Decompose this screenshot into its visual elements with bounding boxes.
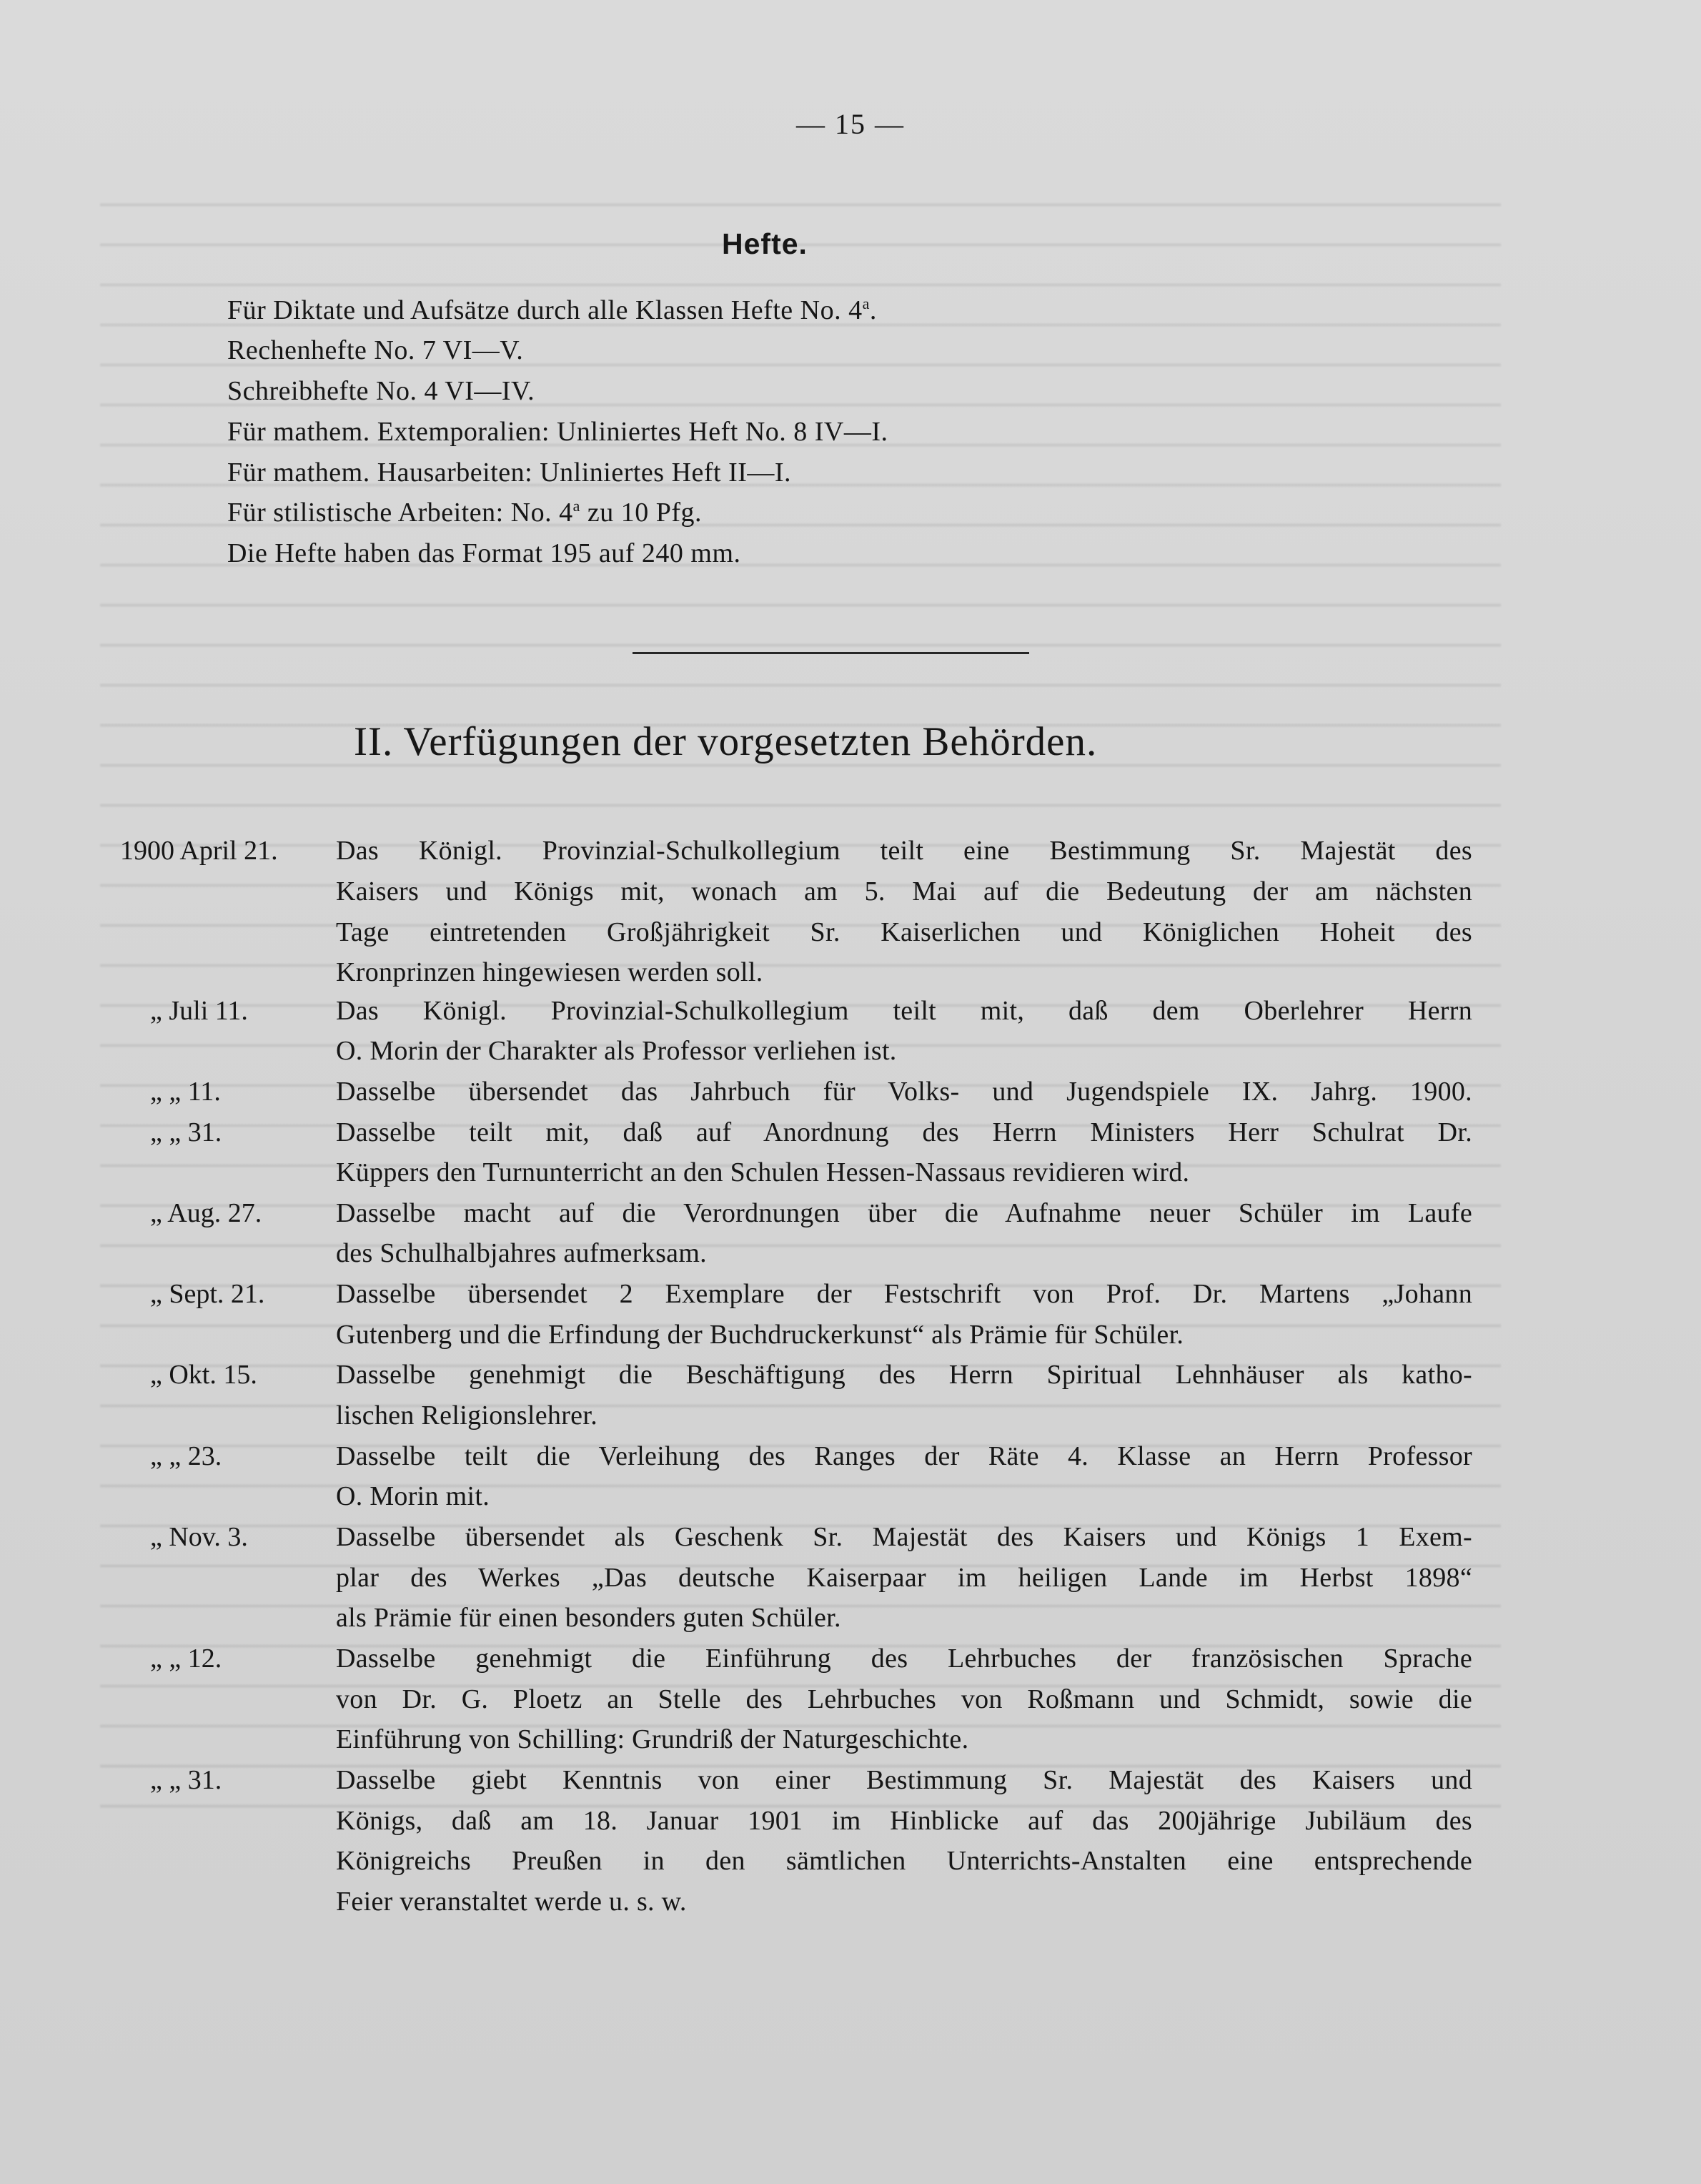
entry-text-line: Dasselbe macht auf die Verordnungen über die Aufnahme neuer Schüler im Laufe — [336, 1198, 1472, 1228]
entry-date: 1900 April 21. — [120, 836, 278, 866]
hefte-line: Für Diktate und Aufsätze durch alle Klassen Hefte No. 4$^a$. — [227, 295, 877, 325]
entry-text-line: Dasselbe teilt mit, daß auf Anordnung des Herrn Ministers Herr Schulrat Dr. — [336, 1117, 1472, 1147]
entry-text-line: Einführung von Schilling: Grundriß der Naturgeschichte. — [336, 1724, 969, 1754]
entry-text-line: Königreichs Preußen in den sämtlichen Unterrichts-Anstalten eine entsprechende — [336, 1846, 1472, 1876]
hefte-line: Schreibhefte No. 4 VI—IV. — [227, 376, 535, 406]
entry-text-line: als Prämie für einen besonders guten Schüler. — [336, 1603, 841, 1633]
section-divider — [633, 652, 1029, 654]
entry-text-line: O. Morin mit. — [336, 1481, 490, 1511]
entry-text-line: lischen Religionslehrer. — [336, 1400, 598, 1431]
hefte-heading: Hefte. — [722, 227, 808, 260]
entry-text-line: Tage eintretenden Großjährigkeit Sr. Kaiserlichen und Königlichen Hoheit des — [336, 917, 1472, 947]
entry-text-line: von Dr. G. Ploetz an Stelle des Lehrbuches von Roßmann und Schmidt, sowie die — [336, 1684, 1472, 1714]
page-number: — 15 — — [796, 108, 905, 140]
entry-date: „ „ 31. — [150, 1765, 222, 1795]
entry-text-line: des Schulhalbjahres aufmerksam. — [336, 1238, 707, 1268]
section-heading: II. Verfügungen der vorgesetzten Behörden. — [354, 719, 1098, 764]
entry-text-line: Dasselbe genehmigt die Beschäftigung des Herrn Spiritual Lehnhäuser als katho- — [336, 1360, 1472, 1390]
entry-text-line: Königs, daß am 18. Januar 1901 im Hinblicke auf das 200jährige Jubiläum des — [336, 1806, 1472, 1836]
entry-text-line: Kronprinzen hingewiesen werden soll. — [336, 957, 763, 987]
entry-date: „ „ 12. — [150, 1644, 222, 1674]
entry-date: „ Juli 11. — [150, 996, 248, 1026]
entry-text-line: Dasselbe übersendet 2 Exemplare der Festschrift von Prof. Dr. Martens „Johann — [336, 1279, 1472, 1309]
entry-text-line: plar des Werkes „Das deutsche Kaiserpaar im heiligen Lande im Herbst 1898“ — [336, 1563, 1472, 1593]
entry-text-line: Dasselbe giebt Kenntnis von einer Bestimmung Sr. Majestät des Kaisers und — [336, 1765, 1472, 1795]
hefte-line: Für mathem. Hausarbeiten: Unliniertes Heft II—I. — [227, 458, 792, 488]
entry-date: „ Aug. 27. — [150, 1198, 262, 1228]
entry-text-line: Das Königl. Provinzial-Schulkollegium teilt eine Bestimmung Sr. Majestät des — [336, 836, 1472, 866]
entry-text-line: Dasselbe übersendet das Jahrbuch für Volks- und Jugendspiele IX. Jahrg. 1900. — [336, 1077, 1472, 1107]
entry-text-line: O. Morin der Charakter als Professor verliehen ist. — [336, 1036, 897, 1066]
hefte-line: Die Hefte haben das Format 195 auf 240 mm. — [227, 538, 741, 568]
entry-date: „ „ 31. — [150, 1117, 222, 1147]
entry-date: „ Sept. 21. — [150, 1279, 265, 1309]
entry-date: „ Nov. 3. — [150, 1522, 248, 1552]
entry-text-line: Dasselbe genehmigt die Einführung des Lehrbuches der französischen Sprache — [336, 1644, 1472, 1674]
entry-text-line: Feier veranstaltet werde u. s. w. — [336, 1887, 687, 1917]
entry-date: „ „ 11. — [150, 1077, 221, 1107]
entry-text-line: Kaisers und Königs mit, wonach am 5. Mai auf die Bedeutung der am nächsten — [336, 876, 1472, 906]
entry-text-line: Küppers den Turnunterricht an den Schulen Hessen-Nassaus revidieren wird. — [336, 1157, 1190, 1187]
entry-text-line: Gutenberg und die Erfindung der Buchdruckerkunst“ als Prämie für Schüler. — [336, 1320, 1184, 1350]
entry-date: „ „ 23. — [150, 1441, 222, 1471]
hefte-line: Rechenhefte No. 7 VI—V. — [227, 335, 524, 365]
entry-text-line: Dasselbe übersendet als Geschenk Sr. Majestät des Kaisers und Königs 1 Exem- — [336, 1522, 1472, 1552]
hefte-line: Für mathem. Extemporalien: Unliniertes Heft No. 8 IV—I. — [227, 417, 888, 447]
hefte-line: Für stilistische Arbeiten: No. 4$^a$ zu 10 Pfg. — [227, 497, 702, 528]
entry-text-line: Das Königl. Provinzial-Schulkollegium teilt mit, daß dem Oberlehrer Herrn — [336, 996, 1472, 1026]
entry-date: „ Okt. 15. — [150, 1360, 257, 1390]
entry-text-line: Dasselbe teilt die Verleihung des Ranges der Räte 4. Klasse an Herrn Professor — [336, 1441, 1472, 1471]
